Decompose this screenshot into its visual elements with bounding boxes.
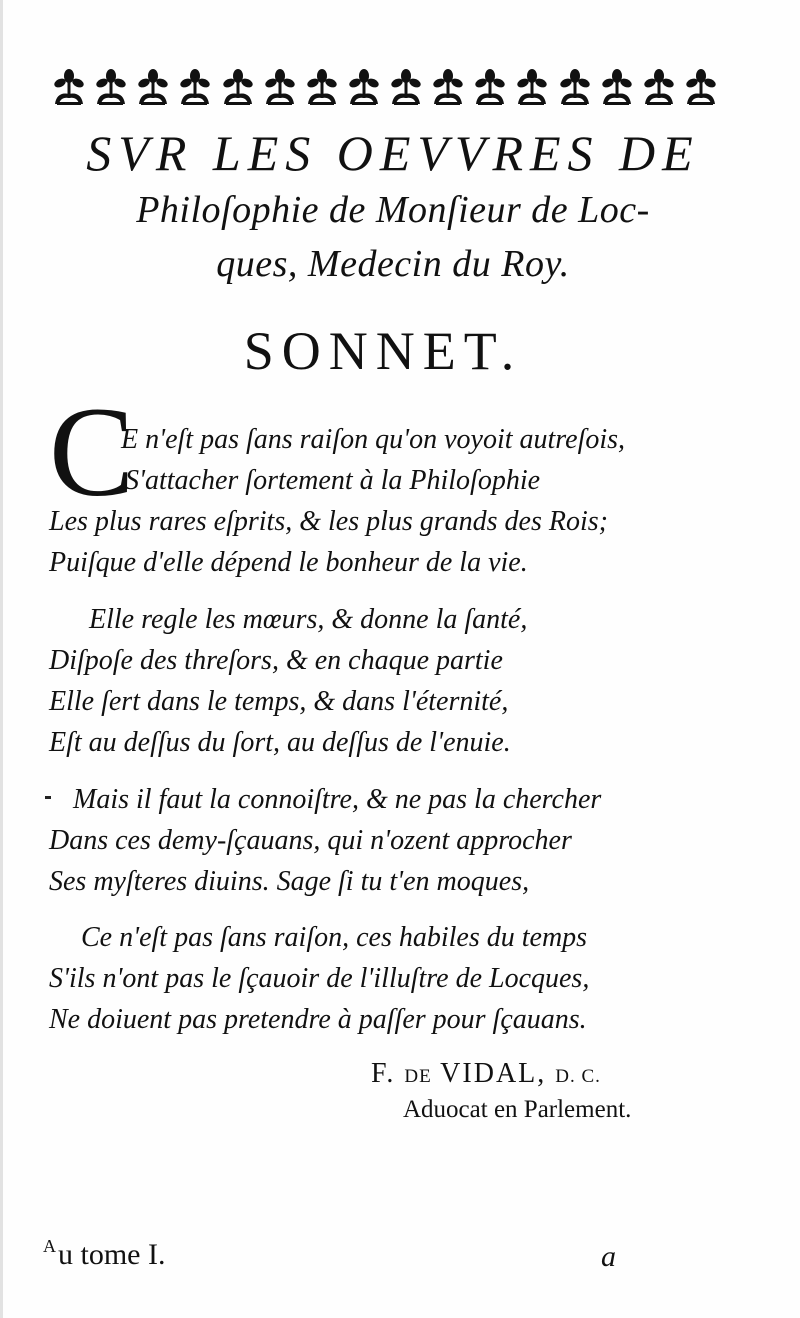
fleuron-icon (262, 66, 298, 106)
author-suffix: D. C. (555, 1066, 601, 1087)
title-line-2: Philoſophie de Monſieur de Loc- (136, 189, 650, 231)
fleuron-ornament-band (51, 64, 719, 106)
verse-line: E n'eſt pas ſans raiſon qu'on voyoit autreſois, (121, 424, 626, 455)
verse-line: Elle regle les mœurs, & donne la ſanté, (89, 604, 528, 635)
fleuron-icon (177, 66, 213, 106)
fleuron-icon (51, 66, 87, 106)
verse-line: Ne doiuent pas pretendre à paſſer pour ſçauans. (49, 1004, 587, 1035)
author-particle: DE (404, 1066, 432, 1087)
verse-line: Les plus rares eſprits, & les plus grands des Rois; (49, 506, 608, 537)
fleuron-icon (388, 66, 424, 106)
verse-line: S'attacher ſortement à la Philoſophie (125, 465, 541, 496)
fleuron-icon (135, 66, 171, 106)
author-signature (371, 1058, 601, 1090)
author-initial: F. (371, 1058, 396, 1089)
fleuron-icon (683, 66, 719, 106)
fleuron-icon (557, 66, 593, 106)
fleuron-icon (346, 66, 382, 106)
signature-text: u tome I. (58, 1238, 166, 1271)
verse-line: Diſpoſe des threſors, & en chaque partie (49, 645, 503, 676)
author-affiliation: Aduocat en Parlement. (403, 1096, 632, 1123)
verse-line: Dans ces demy-ſçauans, qui n'ozent approcher (49, 825, 572, 856)
printer-signature-mark (43, 1236, 165, 1272)
author-surname: VIDAL, (440, 1058, 547, 1089)
title-line-3: ques, Medecin du Roy. (216, 243, 570, 285)
signature-letter: A (43, 1236, 56, 1256)
fleuron-icon (430, 66, 466, 106)
catchword: a (601, 1240, 616, 1273)
fleuron-icon (514, 66, 550, 106)
verse-line: Eſt au deſſus du ſort, au deſſus de l'enuie. (49, 727, 511, 758)
verse-line: Ses myſteres diuins. Sage ſi tu t'en moques, (49, 866, 530, 897)
sonnet-heading: SONNET. (243, 321, 523, 381)
drop-cap: C (49, 381, 135, 523)
fleuron-icon (472, 66, 508, 106)
verse-line: Puiſque d'elle dépend le bonheur de la vie. (49, 547, 528, 578)
fleuron-icon (304, 66, 340, 106)
fleuron-icon (641, 66, 677, 106)
margin-mark (45, 796, 51, 799)
verse-line: S'ils n'ont pas le ſçauoir de l'illuſtre de Locques, (49, 963, 590, 994)
verse-line: Elle ſert dans le temps, & dans l'éternité, (49, 686, 509, 717)
fleuron-icon (93, 66, 129, 106)
fleuron-icon (599, 66, 635, 106)
fleuron-icon (220, 66, 256, 106)
title-line-1: SVR LES OEVVRES DE (86, 125, 700, 181)
verse-line: Ce n'eſt pas ſans raiſon, ces habiles du temps (81, 922, 588, 953)
verse-line: Mais il faut la connoiſtre, & ne pas la chercher (73, 784, 602, 815)
